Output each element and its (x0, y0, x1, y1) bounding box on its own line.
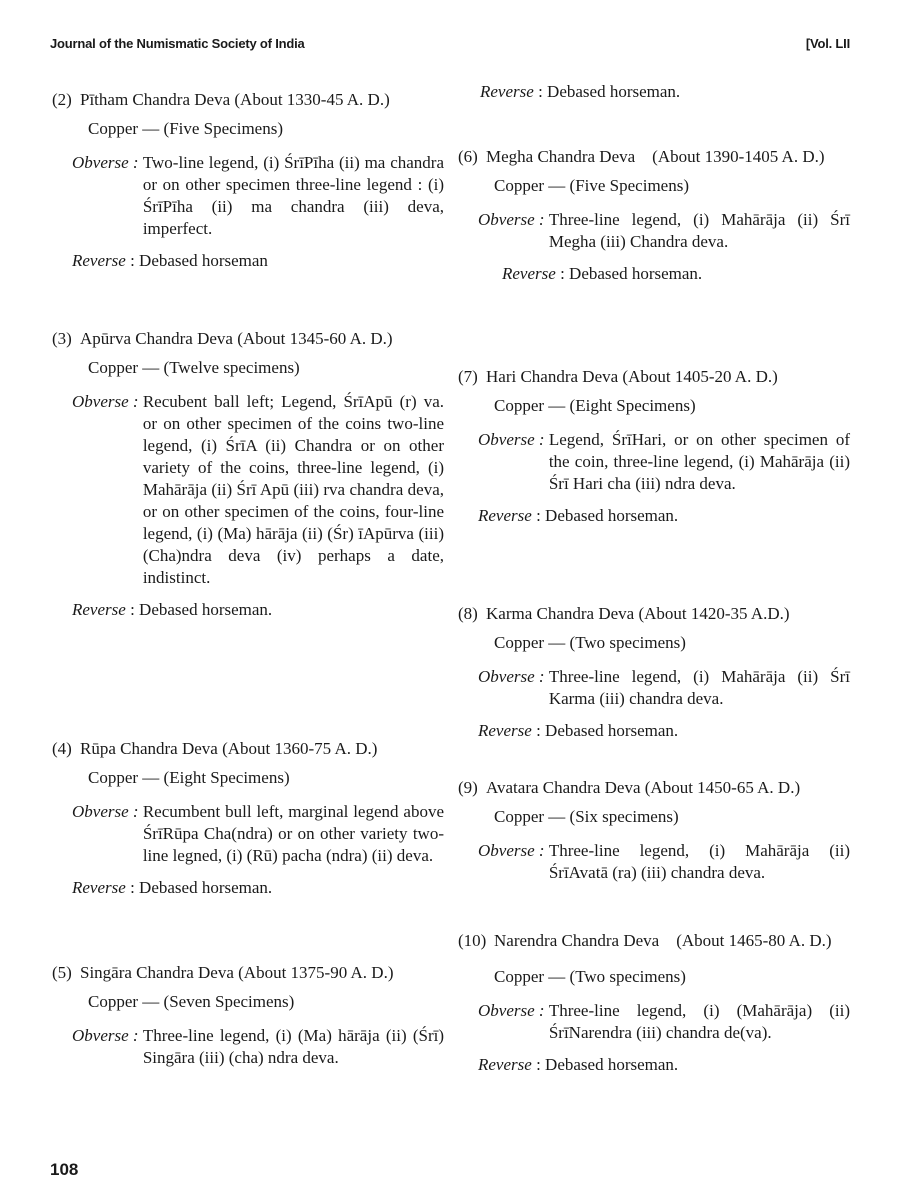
reverse-label: Reverse (502, 264, 556, 283)
reverse-label: Reverse (478, 721, 532, 740)
carryover-reverse (458, 81, 850, 103)
ruler-name: Narendra Chandra Deva (494, 931, 660, 950)
reverse-field: Reverse : Debased horseman (72, 251, 268, 270)
entry-number: (3) (52, 329, 72, 348)
copper-count: Copper — (Two specimens) (494, 967, 686, 986)
obverse-field (478, 666, 850, 710)
entry-heading (52, 738, 444, 760)
running-head (50, 36, 850, 56)
obverse-label: Obverse : (72, 1026, 143, 1045)
coin-entry (458, 777, 850, 884)
ruler-name: Singāra Chandra Deva (80, 963, 234, 982)
entry-number: (6) (458, 147, 478, 166)
obverse-field (478, 209, 850, 253)
obverse-text: Legend, ŚrīHari, or on other specimen of the coin, three-line legend, (i) Mahārāja (ii) Śrī Hari cha (iii) ndra deva. (548, 430, 850, 493)
obverse-text: Three-line legend, (i) Mahārāja (ii) Śrī Karma (iii) chandra deva. (548, 667, 850, 708)
entry-number: (10) (458, 931, 487, 950)
obverse-text: Recubent ball left; Legend, ŚrīApū (r) va. or on other specimen of the coins two-line legend, (i) ŚrīA (ii) Chandra or on other variety of the coins, three-line legend, (i) Mahārāja (ii) Śrī Apū (iii) rva chandra deva, or on other specimen of the coins, four-line legend, (i) (Ma) hārāja (ii) (Śr) īApūrva (iii) (Cha)ndra deva (iv) perhaps a date, indistinct. (142, 392, 444, 587)
reverse-text: Debased horseman. (547, 82, 681, 101)
entry-number: (7) (458, 367, 478, 386)
reverse-field: Reverse : Debased horseman. (478, 721, 679, 740)
ruler-name: Rūpa Chandra Deva (80, 739, 218, 758)
coin-entry (458, 603, 850, 742)
reverse-label: Reverse (478, 1055, 532, 1074)
coin-entry (52, 328, 444, 621)
coin-entry (458, 146, 850, 285)
ruler-date: (About 1405-20 A. D.) (622, 367, 778, 386)
ruler-date: (About 1390-1405 A. D.) (652, 147, 825, 166)
obverse-text: Three-line legend, (i) Mahārāja (ii) ŚrīAvatā (ra) (iii) chandra deva. (548, 841, 850, 882)
entry-heading (52, 89, 444, 111)
ruler-name: Apūrva Chandra Deva (80, 329, 233, 348)
entry-heading (458, 930, 850, 952)
reverse-text: Debased horseman. (545, 1055, 679, 1074)
reverse-text: Debased horseman (139, 251, 268, 270)
entry-number: (2) (52, 90, 72, 109)
obverse-field (478, 840, 850, 884)
entry-heading (458, 146, 850, 168)
ruler-date: (About 1375-90 A. D.) (238, 963, 394, 982)
obverse-text: Three-line legend, (i) Mahārāja (ii) Śrī Megha (iii) Chandra deva. (548, 210, 850, 251)
coin-entry (52, 738, 444, 899)
entry-number: (4) (52, 739, 72, 758)
copper-count: Copper — (Six specimens) (494, 807, 679, 826)
entry-number: (8) (458, 604, 478, 623)
reverse-label: Reverse (72, 251, 126, 270)
reverse-text: Debased horseman. (545, 506, 679, 525)
reverse-text: Debased horseman. (139, 600, 273, 619)
obverse-field (72, 391, 444, 589)
ruler-date: (About 1420-35 A.D.) (638, 604, 790, 623)
copper-count: Copper — (Eight Specimens) (494, 396, 696, 415)
reverse-text: Debased horseman. (569, 264, 703, 283)
copper-count: Copper — (Five Specimens) (494, 176, 689, 195)
reverse-text: Debased horseman. (545, 721, 679, 740)
page-number: 108 (50, 1160, 79, 1179)
entry-heading (458, 366, 850, 388)
entry-heading (458, 777, 850, 799)
reverse-label: Reverse (72, 878, 126, 897)
reverse-label: Reverse (72, 600, 126, 619)
obverse-field (72, 152, 444, 240)
ruler-date: (About 1345-60 A. D.) (237, 329, 393, 348)
copper-count: Copper — (Seven Specimens) (88, 992, 295, 1011)
ruler-name: Avatara Chandra Deva (486, 778, 641, 797)
reverse-label: Reverse (480, 82, 534, 101)
coin-entry (458, 930, 850, 1076)
ruler-name: Pītham Chandra Deva (80, 90, 231, 109)
obverse-field (72, 1025, 444, 1069)
ruler-name: Karma Chandra Deva (486, 604, 635, 623)
coin-entry (458, 366, 850, 527)
obverse-label: Obverse : (478, 667, 549, 686)
ruler-date: (About 1450-65 A. D.) (644, 778, 801, 797)
obverse-field (72, 801, 444, 867)
entry-number: (5) (52, 963, 72, 982)
reverse-field: Reverse : Debased horseman. (478, 1055, 679, 1074)
obverse-label: Obverse : (478, 841, 549, 860)
obverse-label: Obverse : (478, 430, 549, 449)
obverse-label: Obverse : (72, 153, 143, 172)
entry-number: (9) (458, 778, 478, 797)
reverse-text: Debased horseman. (139, 878, 273, 897)
obverse-text: Recumbent bull left, marginal legend above ŚrīRūpa Cha(ndra) or on other variety two-line legned, (i) (Rū) pacha (ndra) (ii) deva. (142, 802, 444, 865)
coin-entry (52, 962, 444, 1069)
ruler-name: Megha Chandra Deva (486, 147, 636, 166)
obverse-field (478, 1000, 850, 1044)
coin-entry (52, 89, 444, 272)
reverse-label: Reverse (478, 506, 532, 525)
obverse-label: Obverse : (72, 802, 143, 821)
reverse-field: Reverse : Debased horseman. (72, 878, 273, 897)
journal-title: Journal of the Numismatic Society of India (50, 36, 305, 51)
entry-heading (52, 962, 444, 984)
obverse-text: Three-line legend, (i) (Mahārāja) (ii) ŚrīNarendra (iii) chandra de(va). (548, 1001, 850, 1042)
copper-count: Copper — (Two specimens) (494, 633, 686, 652)
obverse-field (478, 429, 850, 495)
copper-count: Copper — (Eight Specimens) (88, 768, 290, 787)
ruler-date: (About 1330-45 A. D.) (234, 90, 390, 109)
entry-heading (52, 328, 444, 350)
reverse-field: Reverse : Debased horseman. (502, 264, 703, 283)
obverse-text: Three-line legend, (i) (Ma) hārāja (ii) (Śrī) Singāra (iii) (cha) ndra deva. (142, 1026, 444, 1067)
obverse-label: Obverse : (478, 210, 549, 229)
reverse-field: Reverse : Debased horseman. (480, 82, 681, 101)
reverse-field: Reverse : Debased horseman. (72, 600, 273, 619)
volume-label: [Vol. LII (805, 36, 850, 51)
obverse-text: Two-line legend, (i) ŚrīPīha (ii) ma chandra or on other specimen three-line legend : (i) ŚrīPīha (ii) ma chandra (iii) deva, imperfect. (142, 153, 444, 238)
obverse-label: Obverse : (72, 392, 143, 411)
copper-count: Copper — (Twelve specimens) (88, 358, 300, 377)
ruler-date: (About 1360-75 A. D.) (222, 739, 378, 758)
ruler-date: (About 1465-80 A. D.) (676, 931, 832, 950)
copper-count: Copper — (Five Specimens) (88, 119, 283, 138)
ruler-name: Hari Chandra Deva (486, 367, 619, 386)
reverse-field: Reverse : Debased horseman. (478, 506, 679, 525)
entry-heading (458, 603, 850, 625)
obverse-label: Obverse : (478, 1001, 549, 1020)
